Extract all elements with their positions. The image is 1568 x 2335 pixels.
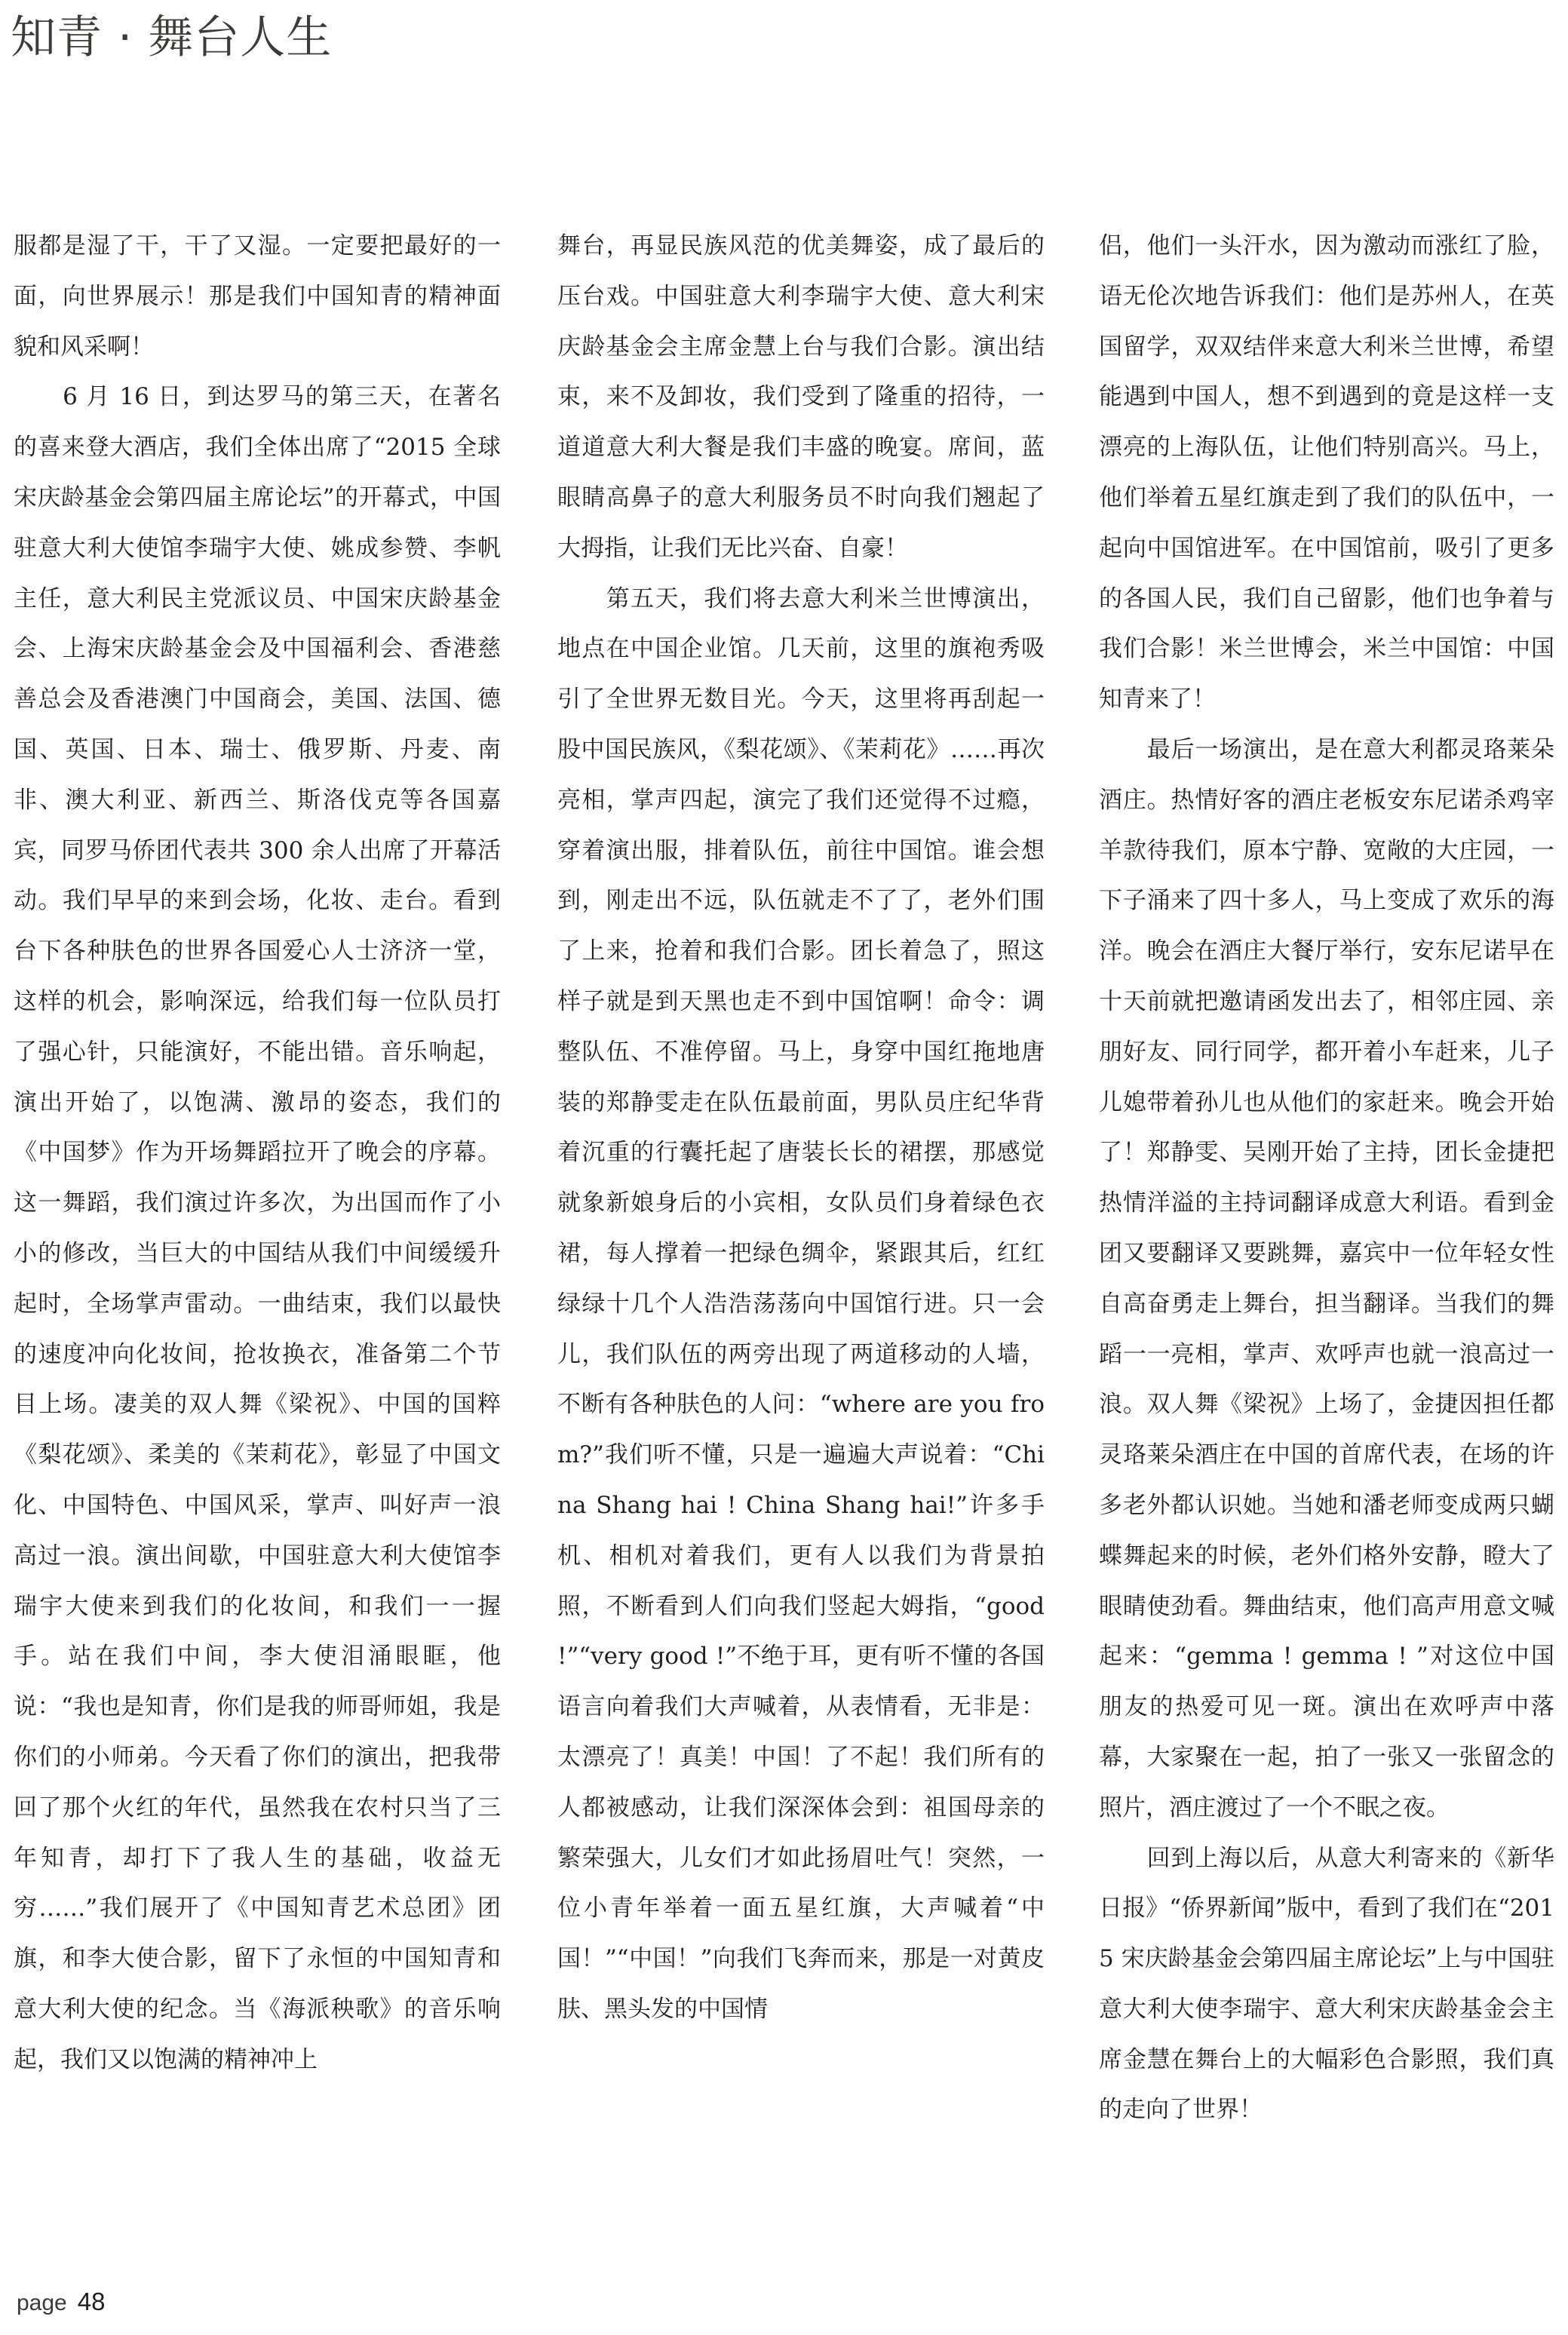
page-label: page [17, 2291, 67, 2315]
page-footer [17, 2287, 105, 2316]
paragraph: 第五天，我们将去意大利米兰世博演出，地点在中国企业馆。几天前，这里的旗袍秀吸引了全世界无数目光。今天，这里将再刮起一股中国民族风，《梨花颂》、《茉莉花》……再次亮相，掌声四起，演完了我们还觉得不过瘾，穿着演出服，排着队伍，前往中国馆。谁会想到，刚走出不远，队伍就走不了了，老外们围了上来，抢着和我们合影。团长着急了，照这样子就是到天黑也走不到中国馆啊！命令：调整队伍、不准停留。马上，身穿中国红拖地唐装的郑静雯走在队伍最前面，男队员庄纪华背着沉重的行囊托起了唐装长长的裙摆，那感觉就象新娘身后的小宾相，女队员们身着绿色衣裙，每人撑着一把绿色绸伞，紧跟其后，红红绿绿十几个人浩浩荡荡向中国馆行进。只一会儿，我们队伍的两旁出现了两道移动的人墙，不断有各种肤色的人问：“where are you from?”我们听不懂，只是一遍遍大声说着：“China Shang hai ! China Shang hai!”许多手机、相机对着我们，更有人以我们为背景拍照，不断看到人们向我们竖起大姆指，“good !”“very good !”不绝于耳，更有听不懂的各国语言向着我们大声喊着，从表情看，无非是：太漂亮了！真美！中国！了不起！我们所有的人都被感动，让我们深深体会到：祖国母亲的繁荣强大，儿女们才如此扬眉吐气！突然，一位小青年举着一面五星红旗，大声喊着“中国！”“中国！”向我们飞奔而来，那是一对黄皮肤、黑头发的中国情 [557, 585, 1045, 2023]
page-number: 48 [77, 2287, 106, 2315]
paragraph: 服都是湿了干，干了又湿。一定要把最好的一面，向世界展示！那是我们中国知青的精神面貌和风采啊！ [14, 232, 501, 361]
paragraph: 6 月 16 日，到达罗马的第三天，在著名的喜来登大酒店，我们全体出席了“2015 全球宋庆龄基金会第四届主席论坛”的开幕式，中国驻意大利大使馆李瑞宇大使、姚成参赞、李帆主任，意大利民主党派议员、中国宋庆龄基金会、上海宋庆龄基金会及中国福利会、香港慈善总会及香港澳门中国商会，美国、法国、德国、英国、日本、瑞士、俄罗斯、丹麦、南非、澳大利亚、新西兰、斯洛伐克等各国嘉宾，同罗马侨团代表共 300 余人出席了开幕活动。我们早早的来到会场，化妆、走台。看到台下各种肤色的世界各国爱心人士济济一堂，这样的机会，影响深远，给我们每一位队员打了强心针，只能演好，不能出错。音乐响起，演出开始了，以饱满、激昂的姿态，我们的《中国梦》作为开场舞蹈拉开了晚会的序幕。这一舞蹈，我们演过许多次，为出国而作了小小的修改，当巨大的中国结从我们中间缓缓升起时，全场掌声雷动。一曲结束，我们以最快的速度冲向化妆间，抢妆换衣，准备第二个节目上场。凄美的双人舞《梁祝》、中国的国粹《梨花颂》、柔美的《茉莉花》，彰显了中国文化、中国特色、中国风采，掌声、叫好声一浪高过一浪。演出间歇，中国驻意大利大使馆李瑞宇大使来到我们的化妆间，和我们一一握手。站在我们中间，李大使泪涌眼眶，他说：“我也是知青，你们是我的师哥师姐，我是你们的小师弟。今天看了你们的演出，把我带回了那个火红的年代，虽然我在农村只当了三年知青，却打下了我人生的基础，收益无穷……”我们展开了《中国知青艺术总团》团旗，和李大使合影，留下了永恒的中国知青和意大利大使的纪念。当《海派秧歌》的音乐响起，我们又以饱满的精神冲上 [14, 383, 501, 2073]
section-header-title: 知青 · 舞台人生 [11, 11, 333, 64]
paragraph: 舞台，再显民族风范的优美舞姿，成了最后的压台戏。中国驻意大利李瑞宇大使、意大利宋庆龄基金会主席金慧上台与我们合影。演出结束，来不及卸妆，我们受到了隆重的招待，一道道意大利大餐是我们丰盛的晚宴。席间，蓝眼睛高鼻子的意大利服务员不时向我们翘起了大拇指，让我们无比兴奋、自豪！ [557, 232, 1045, 562]
article-column-2 [557, 221, 1045, 2250]
paragraph: 回到上海以后，从意大利寄来的《新华日报》“侨界新闻”版中，看到了我们在“2015 宋庆龄基金会第四届主席论坛”上与中国驻意大利大使李瑞宇、意大利宋庆龄基金会主席金慧在舞台上的大幅彩色合影照，我们真的走向了世界！ [1099, 1844, 1554, 2124]
article-column-1 [14, 221, 501, 2250]
article-column-3 [1099, 221, 1554, 2250]
paragraph: 最后一场演出，是在意大利都灵珞莱朵酒庄。热情好客的酒庄老板安东尼诺杀鸡宰羊款待我们，原本宁静、宽敞的大庄园，一下子涌来了四十多人，马上变成了欢乐的海洋。晚会在酒庄大餐厅举行，安东尼诺早在十天前就把邀请函发出去了，相邻庄园、亲朋好友、同行同学，都开着小车赶来，儿子儿媳带着孙儿也从他们的家赶来。晚会开始了！郑静雯、吴刚开始了主持，团长金捷把热情洋溢的主持词翻译成意大利语。看到金团又要翻译又要跳舞，嘉宾中一位年轻女性自高奋勇走上舞台，担当翻译。当我们的舞蹈一一亮相，掌声、欢呼声也就一浪高过一浪。双人舞《梁祝》上场了，金捷因担任都灵珞莱朵酒庄在中国的首席代表，在场的许多老外都认识她。当她和潘老师变成两只蝴蝶舞起来的时候，老外们格外安静，瞪大了眼睛使劲看。舞曲结束，他们高声用意文喊起来：“gemma ! gemma ! ”对这位中国朋友的热爱可见一斑。演出在欢呼声中落幕，大家聚在一起，拍了一张又一张留念的照片，酒庄渡过了一个不眠之夜。 [1099, 735, 1554, 1821]
paragraph: 侣，他们一头汗水，因为激动而涨红了脸，语无伦次地告诉我们：他们是苏州人，在英国留学，双双结伴来意大利米兰世博，希望能遇到中国人，想不到遇到的竟是这样一支漂亮的上海队伍，让他们特别高兴。马上，他们举着五星红旗走到了我们的队伍中，一起向中国馆进军。在中国馆前，吸引了更多的各国人民，我们自己留影，他们也争着与我们合影！米兰世博会，米兰中国馆：中国知青来了！ [1099, 232, 1554, 713]
